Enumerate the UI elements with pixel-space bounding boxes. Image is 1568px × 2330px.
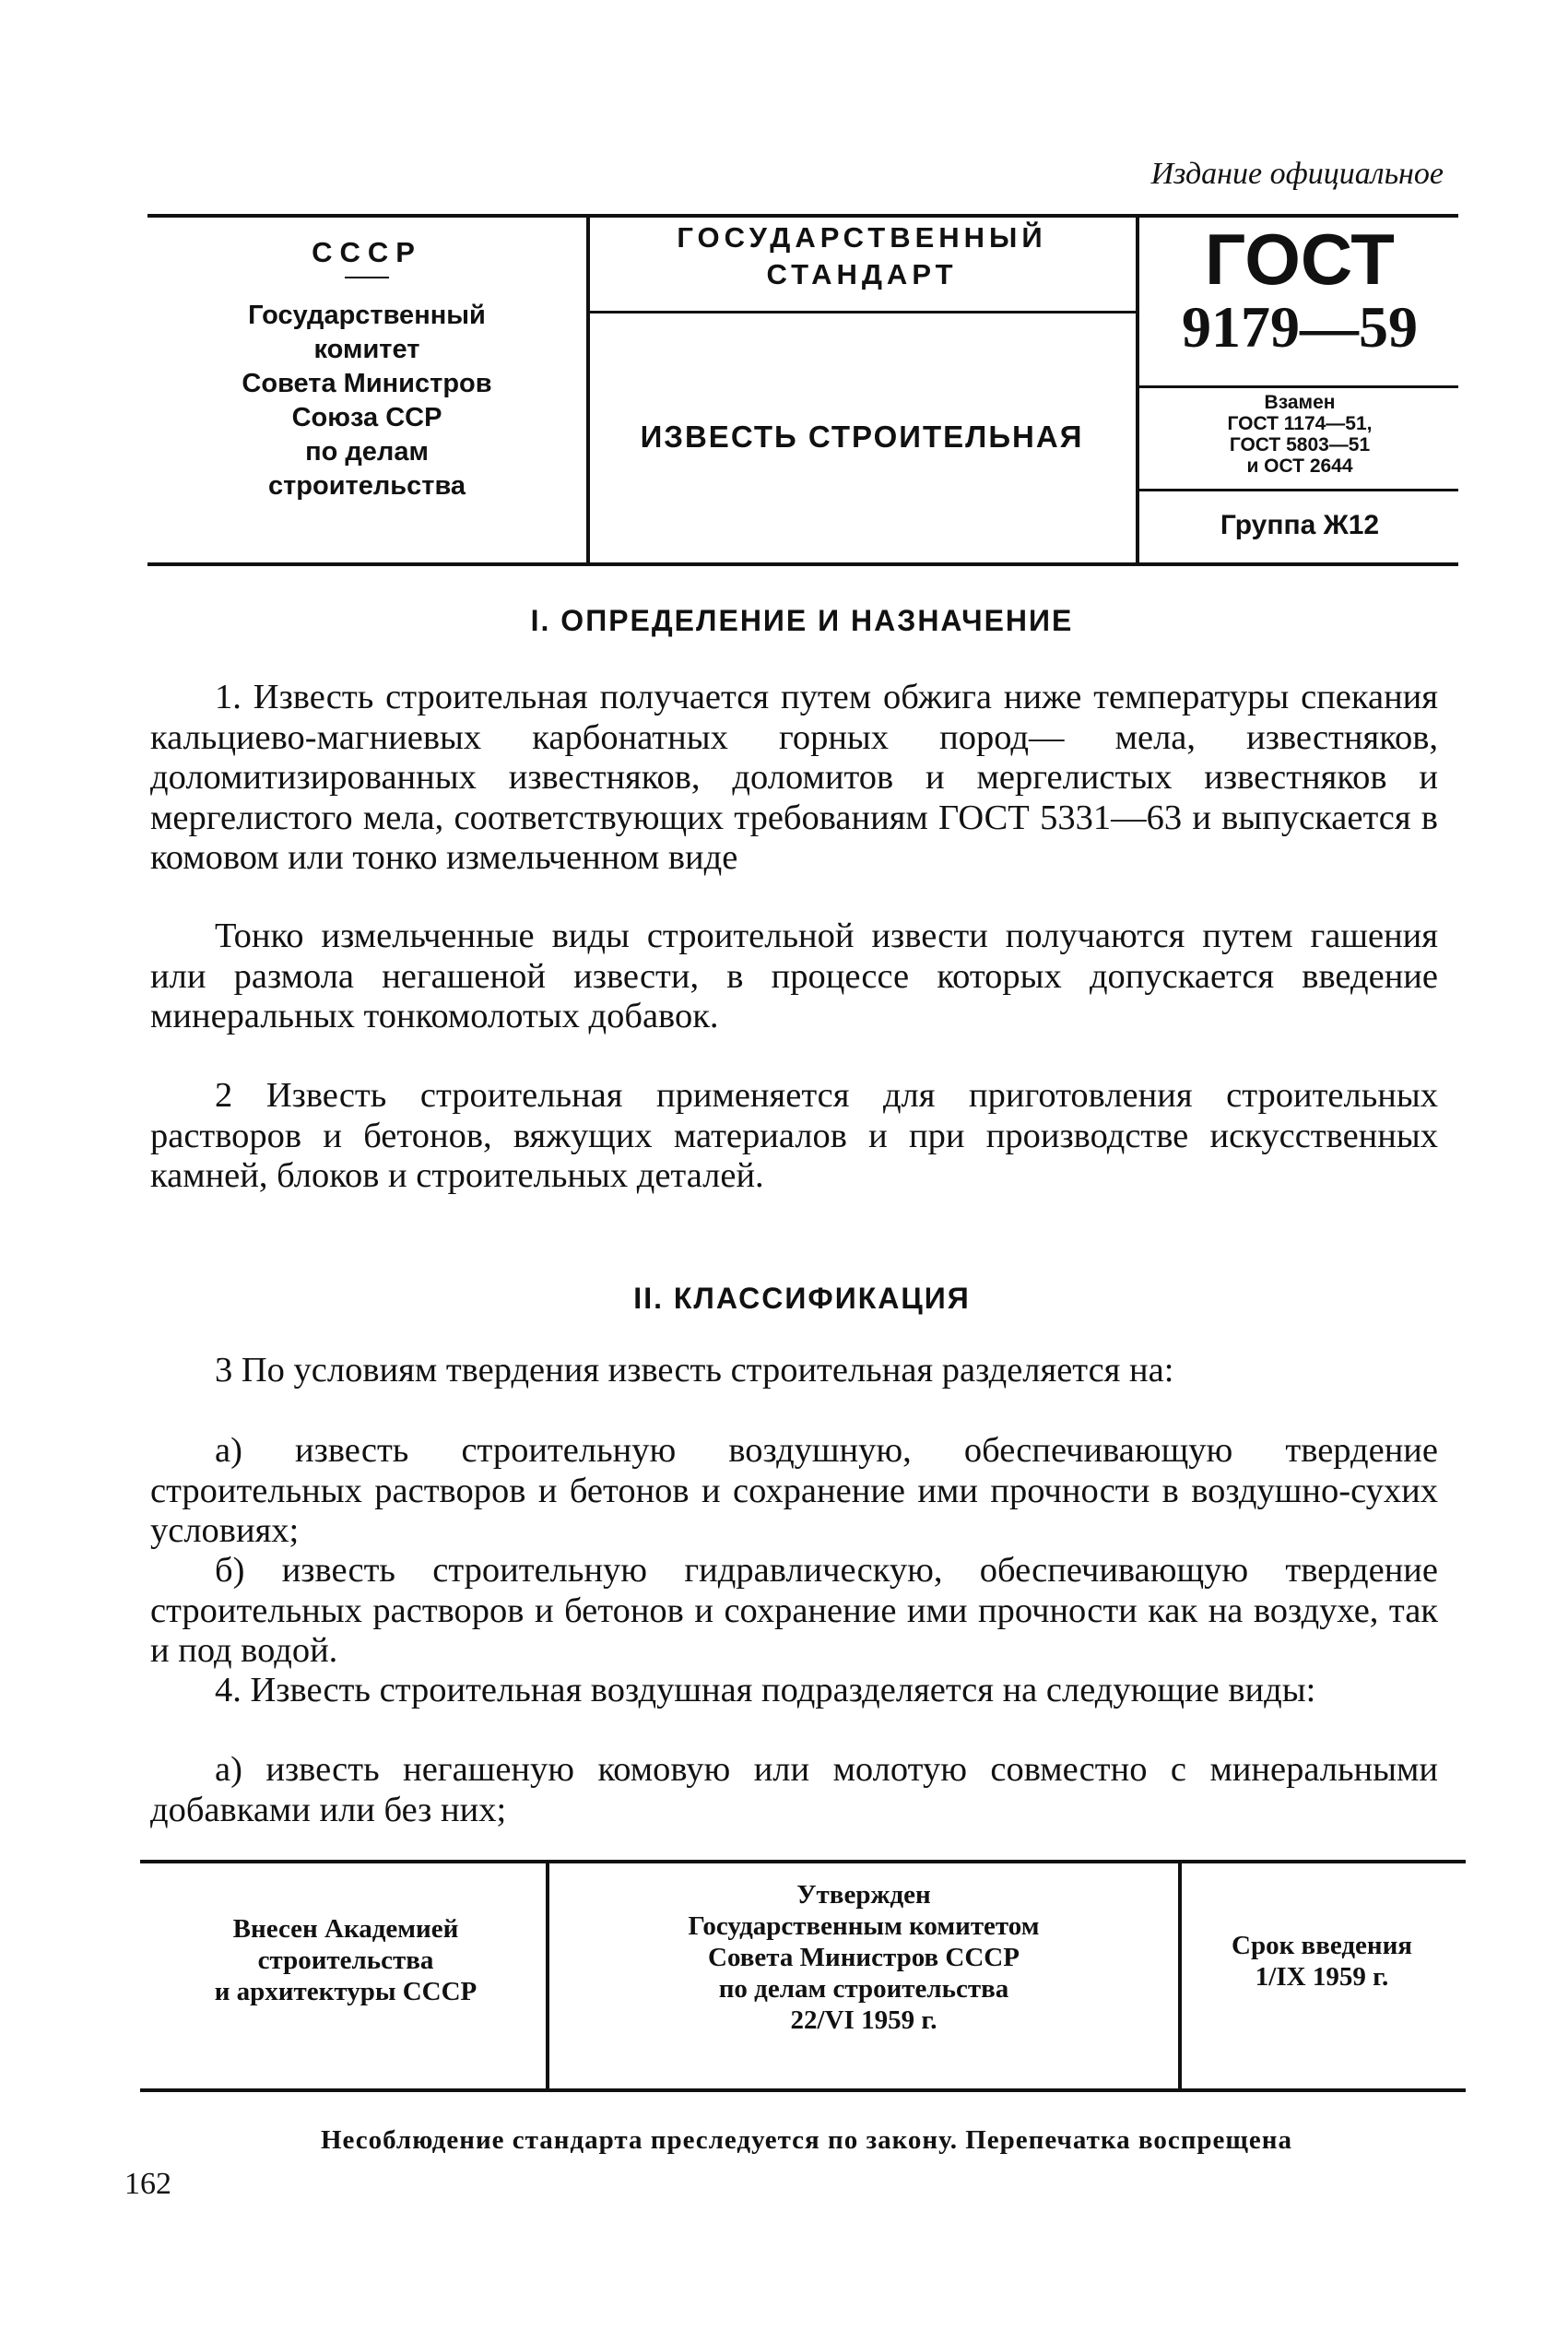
paragraph: Тонко измельченные виды строительной извести получаются путем гашения или размола негашеной извести, в процессе которых допускается введение минеральных тонкомолотых добавок. [150, 917, 1438, 1035]
effective-line: Срок введения [1232, 1931, 1412, 1960]
section-title: II. КЛАССИФИКАЦИЯ [633, 1282, 971, 1315]
group-label: Группа Ж12 [1220, 510, 1380, 540]
effective-line: 1/IX 1959 г. [1255, 1962, 1389, 1992]
committee-line: комитет [313, 335, 420, 364]
paragraph: 1. Известь строительная получается путем обжига ниже температуры спекания кальциево-магниевых карбонатных горных пород— мела, известняков, доломитизированных известняков, доломитов и мергелистых известняков и мергелистого мела, соответствующих требованиям ГОСТ 5331—63 и выпускается в комовом или тонко измельченном виде [150, 678, 1438, 877]
footer-divider-left [546, 1863, 549, 2088]
replaces-line: и ОСТ 2644 [1246, 455, 1353, 477]
approved-line: 22/VI 1959 г. [790, 2005, 937, 2035]
replaces-line: Взамен [1264, 392, 1336, 413]
introduced-line: Внесен Академией [232, 1914, 459, 1944]
gost-number: 9179—59 [1182, 294, 1418, 360]
committee-line: Государственный [248, 301, 486, 330]
edition-note: Издание официальное [1150, 157, 1444, 191]
approved-line: Государственным комитетом [688, 1911, 1040, 1941]
standard-type-line: ГОСУДАРСТВЕННЫЙ [677, 221, 1047, 254]
header-bottom-rule [147, 562, 1458, 566]
paragraph: б) известь строительную гидравлическую, обеспечивающую твердение строительных растворов и бетонов и сохранение ими прочности как на воздухе, так и под водой. [150, 1551, 1438, 1670]
approved-line: Утвержден [796, 1880, 931, 1910]
standard-type [590, 219, 1134, 293]
footer-bottom-rule [140, 2088, 1466, 2092]
paragraph: а) известь строительную воздушную, обеспечивающую твердение строительных растворов и бетонов и сохранение ими прочности в воздушно-сухих условиях; [150, 1431, 1438, 1550]
effective-date [1184, 1930, 1460, 1993]
issuing-authority [150, 235, 584, 503]
introduced-by [147, 1913, 544, 2007]
gost-label: ГОСТ [1205, 219, 1395, 300]
page-number: 162 [124, 2167, 171, 2201]
approved-line: Совета Министров СССР [708, 1943, 1020, 1972]
paragraph: 4. Известь строительная воздушная подразделяется на следующие виды: [215, 1671, 1316, 1709]
header-divider-right [1136, 218, 1139, 562]
committee-line: Совета Министров [242, 369, 492, 398]
approved-line: по делам строительства [718, 1974, 1009, 2004]
header-right-rule-1 [1139, 385, 1458, 388]
committee-line: по делам [305, 437, 429, 467]
footer-divider-right [1178, 1863, 1182, 2088]
ussr-label: СССР [312, 236, 422, 268]
approved-by [551, 1879, 1176, 2036]
ussr-dash [345, 277, 389, 278]
paragraph: 3 По условиям твердения известь строительная разделяется на: [215, 1351, 1174, 1390]
replaces-line: ГОСТ 1174—51, [1227, 413, 1373, 434]
committee-line: строительства [267, 471, 466, 501]
replaces-block [1143, 392, 1456, 477]
committee-line: Союза ССР [291, 403, 442, 432]
header-mid-rule [590, 311, 1136, 313]
paragraph: а) известь негашеную комовую или молотую совместно с минеральными добавками или без них; [150, 1750, 1438, 1829]
introduced-line: строительства [257, 1946, 434, 1975]
document-title: ИЗВЕСТЬ СТРОИТЕЛЬНАЯ [640, 420, 1084, 454]
header-top-rule [147, 214, 1458, 218]
section-title: I. ОПРЕДЕЛЕНИЕ И НАЗНАЧЕНИЕ [530, 604, 1074, 637]
paragraph: 2 Известь строительная применяется для приготовления строительных растворов и бетонов, вяжущих материалов и при производстве искусственных камней, блоков и строительных деталей. [150, 1076, 1438, 1195]
footer-top-rule [140, 1860, 1466, 1863]
replaces-line: ГОСТ 5803—51 [1229, 434, 1371, 455]
copyright-notice: Несоблюдение стандарта преследуется по закону. Перепечатка воспрещена [321, 2125, 1292, 2155]
standard-type-line: СТАНДАРТ [766, 258, 958, 290]
header-right-rule-2 [1139, 489, 1458, 491]
introduced-line: и архитектуры СССР [214, 1977, 477, 2006]
